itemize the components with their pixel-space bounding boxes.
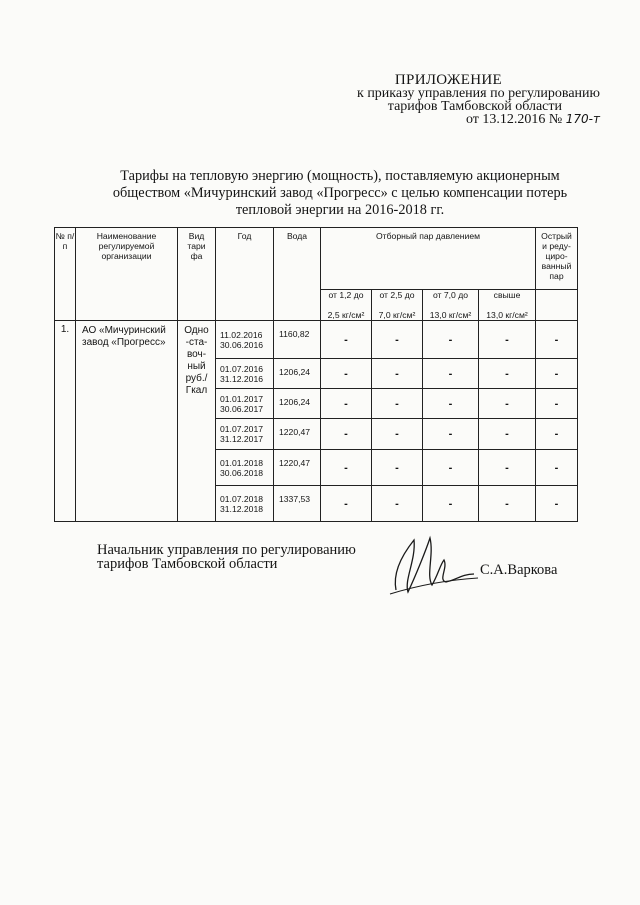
steam-1-value: - [321,450,372,486]
period-from: 01.01.2018 [220,457,264,468]
steam-2-value: - [372,486,423,522]
period [216,486,274,522]
steam-col-3 [423,290,479,321]
period-to: 30.06.2016 [220,339,264,350]
steam-3-value: - [423,321,479,359]
appendix-line-1: к приказу управления по регулированию [357,86,600,101]
sharp-steam-value: - [536,321,578,359]
steam-3-value: - [423,389,479,419]
order-number-handwritten: 170-т [565,112,600,126]
appendix-header [290,74,600,126]
row-number: 1. [55,321,76,522]
steam-col-2-to: 7,0 кг/см² [378,310,416,320]
header-num: № п/п [55,228,76,321]
period-from: 01.07.2018 [220,493,264,504]
tariff-table [54,227,578,522]
signatory-position [97,543,387,571]
steam-col-4-to: 13,0 кг/см² [486,310,528,320]
steam-4-value: - [479,419,536,450]
steam-1-value: - [321,389,372,419]
appendix-title: ПРИЛОЖЕНИЕ [394,72,502,88]
period-from: 01.07.2016 [220,363,264,374]
steam-2-value: - [372,359,423,389]
signatory-position-line-1: Начальник управления по регулированию [97,542,356,558]
period-from: 11.02.2016 [220,329,263,340]
period [216,321,274,359]
steam-col-4 [479,290,536,321]
header-sharp-steam: Острый и реду-циро-ванный пар [536,228,578,290]
appendix-line-2: тарифов Тамбовской области [387,99,562,114]
steam-col-3-from: от 7,0 до [432,290,469,300]
water-value: 1160,82 [274,321,321,359]
period-to: 31.12.2017 [220,434,264,444]
order-date: от 13.12.2016 № [465,112,563,127]
steam-col-3-to: 13,0 кг/см² [429,310,472,320]
appendix-line-3 [290,113,600,126]
sharp-steam-value: - [536,419,578,450]
water-value: 1220,47 [274,419,321,450]
water-value: 1206,24 [274,359,321,389]
signatory-position-line-2: тарифов Тамбовской области [97,556,278,572]
table-header-row [55,228,578,290]
steam-col-4-from: свыше [493,290,521,300]
period [216,419,274,450]
steam-1-value: - [321,321,372,359]
document-title [100,168,580,219]
signatory-name: С.А.Варкова [480,562,558,578]
header-org: Наименование регулируемой организации [76,228,178,321]
steam-4-value: - [479,321,536,359]
period-from: 01.07.2017 [220,424,264,434]
steam-3-value: - [423,359,479,389]
sharp-steam-value: - [536,450,578,486]
sharp-steam-value: - [536,359,578,389]
header-steam: Отборный пар давлением [321,228,536,290]
steam-col-1-to: 2,5 кг/см² [327,310,365,320]
period [216,450,274,486]
steam-4-value: - [479,389,536,419]
water-value: 1220,47 [274,450,321,486]
steam-2-value: - [372,419,423,450]
header-year: Год [216,228,274,321]
steam-col-2 [372,290,423,321]
header-water: Вода [274,228,321,321]
tariff-type: Одно -ста- воч- ный руб./ Гкал [178,321,216,522]
steam-3-value: - [423,486,479,522]
period-to: 30.06.2018 [220,467,264,478]
period [216,389,274,419]
header-tariff-type: Вид тари фа [178,228,216,321]
document-title-line-3: тепловой энергии на 2016-2018 гг. [235,202,445,218]
steam-4-value: - [479,486,536,522]
steam-4-value: - [479,450,536,486]
steam-col-1-from: от 1,2 до [328,290,364,300]
document-title-line-2: обществом «Мичуринский завод «Прогресс» с целью компенсации потерь [112,185,568,201]
handwritten-signature [386,530,482,600]
period-to: 31.12.2018 [220,503,264,514]
steam-3-value: - [423,419,479,450]
period-from: 01.01.2017 [220,393,264,404]
org-name: АО «Мичуринский завод «Прогресс» [76,321,178,522]
document-title-line-1: Тарифы на тепловую энергию (мощность), поставляемую акционерным [120,168,560,184]
steam-1-value: - [321,486,372,522]
sharp-steam-value: - [536,389,578,419]
water-value: 1206,24 [274,389,321,419]
sharp-steam-sub [536,290,578,321]
steam-3-value: - [423,450,479,486]
steam-4-value: - [479,359,536,389]
steam-col-1 [321,290,372,321]
steam-col-2-from: от 2,5 до [379,290,415,300]
period [216,359,274,389]
steam-1-value: - [321,419,372,450]
period-to: 31.12.2016 [220,373,264,384]
sharp-steam-value: - [536,486,578,522]
steam-2-value: - [372,389,423,419]
period-to: 30.06.2017 [220,403,264,414]
water-value: 1337,53 [274,486,321,522]
steam-2-value: - [372,450,423,486]
steam-1-value: - [321,359,372,389]
table-row [55,321,578,359]
steam-2-value: - [372,321,423,359]
